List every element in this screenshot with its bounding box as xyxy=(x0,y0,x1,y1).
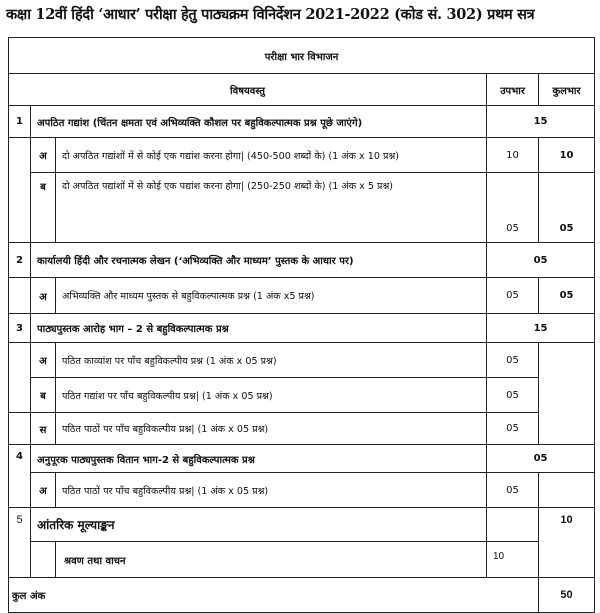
table-caption: परीक्षा भार विभाजन xyxy=(9,38,595,74)
header-sub-marks: उपभार xyxy=(487,74,539,106)
item-row xyxy=(9,542,595,578)
item-text: पठित पाठों पर पाँच बहुविकल्पीय प्रश्न| (1 अंक x 05 प्रश्न) xyxy=(56,413,487,445)
item-row xyxy=(9,473,595,508)
item-sub-marks: 05 xyxy=(487,343,539,378)
item-row xyxy=(9,378,595,413)
item-sub-marks: 05 xyxy=(487,278,539,314)
section-marks: 05 xyxy=(487,243,595,278)
blank-cell xyxy=(539,473,595,508)
section-marks: 05 xyxy=(487,445,595,473)
section-number: 5 xyxy=(9,508,31,578)
item-sub-marks: 05 xyxy=(487,473,539,508)
item-label: स xyxy=(31,413,56,445)
item-text: श्रवण तथा वाचन xyxy=(56,542,487,578)
item-sub-marks: 05 xyxy=(487,378,539,413)
item-text: दो अपठित गद्यांशों में से कोई एक गद्यांश करना होगा| (450-500 शब्दों के) (1 अंक x 10 प्रश्न) xyxy=(56,138,487,173)
item-label xyxy=(31,542,56,578)
blank-cell xyxy=(9,413,31,445)
item-text: अभिव्यक्ति और माध्यम पुस्तक से बहुविकल्पात्मक प्रश्न (1 अंक x5 प्रश्न) xyxy=(56,278,487,314)
item-label: अ xyxy=(31,473,56,508)
item-label: अ xyxy=(31,278,56,314)
section-marks: 15 xyxy=(487,314,595,343)
section-marks: 15 xyxy=(487,106,595,138)
item-sub-marks: 10 xyxy=(487,138,539,173)
item-sub-marks: 10 xyxy=(487,542,539,578)
item-text: पठित गद्यांश पर पाँच बहुविकल्पीय प्रश्न| (1 अंक x 05 प्रश्न) xyxy=(56,378,487,413)
section-title: पाठ्यपुस्तक आरोह भाग – 2 से बहुविकल्पात्मक प्रश्न xyxy=(31,314,487,343)
item-sub-marks: 05 xyxy=(487,413,539,445)
section-number: 1 xyxy=(9,106,31,138)
item-total-marks: 05 xyxy=(539,173,595,243)
section-marks: 10 xyxy=(539,508,595,578)
item-label: ब xyxy=(31,378,56,413)
section-number: 4 xyxy=(9,445,31,508)
item-row xyxy=(9,138,595,173)
item-row xyxy=(9,413,595,445)
item-text: पठित काव्यांश पर पाँच बहुविकल्पीय प्रश्न (1 अंक x 05 प्रश्न) xyxy=(56,343,487,378)
item-label: अ xyxy=(31,138,56,173)
total-value: 50 xyxy=(539,578,595,613)
total-label: कुल अंक xyxy=(9,578,539,613)
blank-cell xyxy=(9,343,31,413)
page-title: कक्षा 12वीं हिंदी ‘आधार’ परीक्षा हेतु पाठ्यक्रम विनिर्देशन 2021-2022 (कोड सं. 302) प्रथम सत्र xyxy=(6,6,535,23)
section-row xyxy=(9,243,595,278)
blank-cell xyxy=(539,343,595,445)
item-label: अ xyxy=(31,343,56,378)
section-row xyxy=(9,508,595,542)
section-number: 2 xyxy=(9,243,31,278)
item-row xyxy=(9,173,595,243)
item-text: पठित पाठों पर पाँच बहुविकल्पीय प्रश्न| (1 अंक x 05 प्रश्न) xyxy=(56,473,487,508)
section-row xyxy=(9,445,595,473)
section-row xyxy=(9,314,595,343)
section-row xyxy=(9,106,595,138)
header-content: विषयवस्तु xyxy=(9,74,487,106)
header-total-marks: कुलभार xyxy=(539,74,595,106)
blank-cell xyxy=(9,138,31,243)
section-title: आंतरिक मूल्याङ्कन xyxy=(31,508,487,542)
item-total-marks: 05 xyxy=(539,278,595,314)
item-row xyxy=(9,278,595,314)
item-sub-marks: 05 xyxy=(487,173,539,243)
section-number: 3 xyxy=(9,314,31,343)
blank-cell xyxy=(9,278,31,314)
section-title: अपठित गद्यांश (चिंतन क्षमता एवं अभिव्यक्ति कौशल पर बहुविकल्पात्मक प्रश्न पूछे जाएंगे) xyxy=(31,106,487,138)
item-total-marks: 10 xyxy=(539,138,595,173)
item-label: ब xyxy=(31,173,56,243)
blank-cell xyxy=(487,508,539,542)
item-text: दो अपठित पद्यांशों में से कोई एक पद्यांश करना होगा| (250-250 शब्दों के) (1 अंक x 5 प्रश्न) xyxy=(56,173,487,243)
header-row xyxy=(9,74,595,106)
total-row xyxy=(9,578,595,613)
marks-distribution-table xyxy=(8,37,595,613)
section-title: अनुपूरक पाठ्यपुस्तक वितान भाग-2 से बहुविकल्पात्मक प्रश्न xyxy=(31,445,487,473)
item-row xyxy=(9,343,595,378)
section-title: कार्यालयी हिंदी और रचनात्मक लेखन (‘अभिव्यक्ति और माध्यम’ पुस्तक के आधार पर) xyxy=(31,243,487,278)
